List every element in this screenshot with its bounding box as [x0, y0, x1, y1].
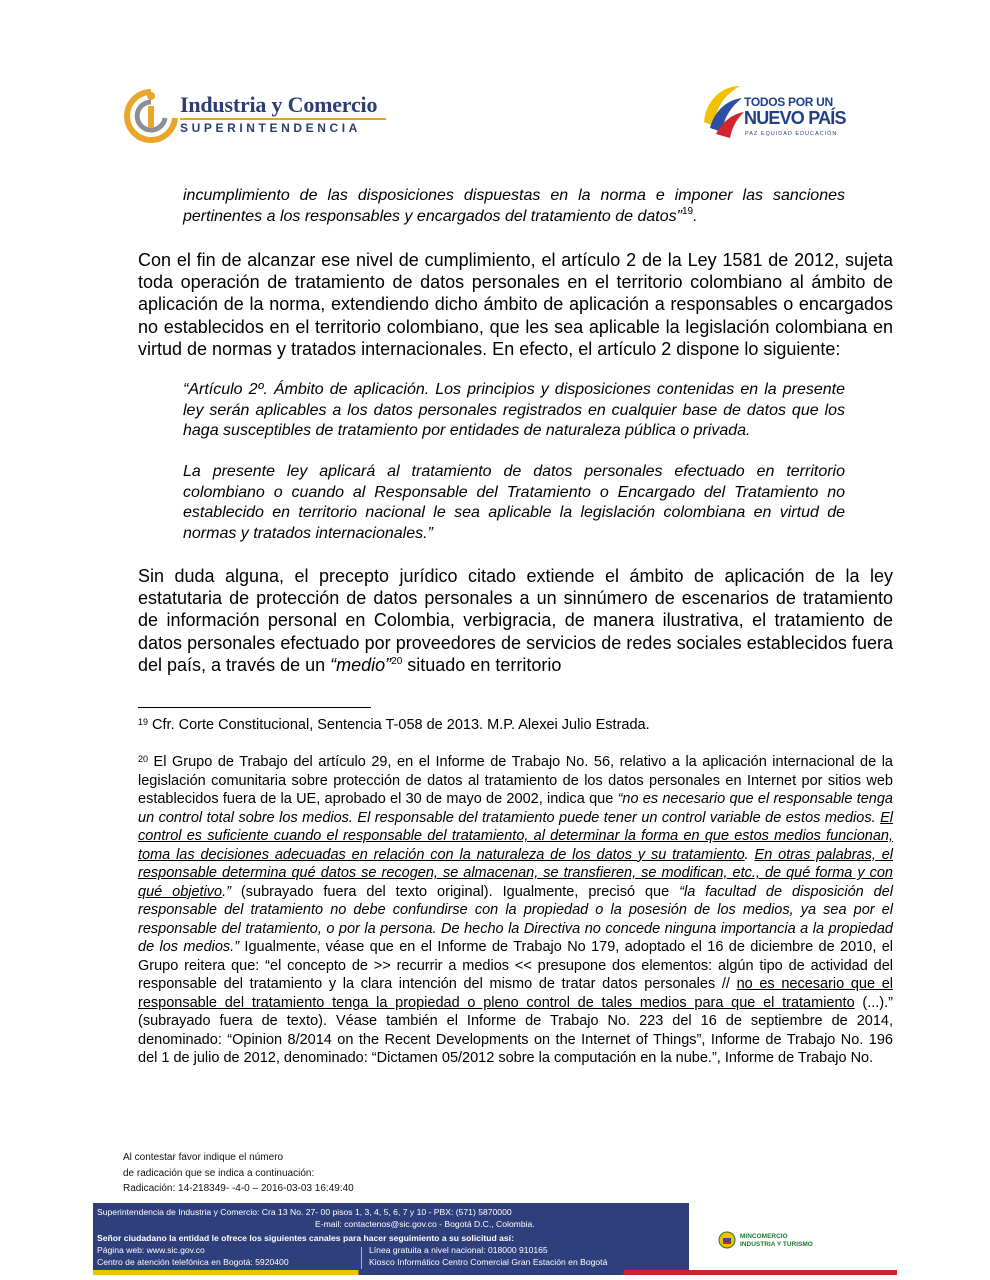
- radicacion-line-2: de radicación que se indica a continuación:: [123, 1167, 315, 1179]
- footer-email[interactable]: E-mail: contactenos@sic.gov.co - Bogotá D.C., Colombia.: [315, 1219, 535, 1229]
- footer-channels-title: Señor ciudadano la entidad le ofrece los siguientes canales para hacer seguimiento a su solicitud así:: [97, 1233, 514, 1243]
- footer-phone: Centro de atención telefónica en Bogotá: 5920400: [97, 1257, 289, 1267]
- paragraph-2: [138, 565, 893, 676]
- quote-article-2-part2: La presente ley aplicará al tratamiento de datos personales efectuado en territorio colombiano o cuando al Responsable del Tratamiento o Encargado del Tratamiento no establecido en territorio nacional le sea aplicable la legislación colombiana en virtud de normas y tratados internacionales.”: [183, 463, 845, 542]
- footnote-20-text-1: El Grupo de Trabajo del artículo 29, en el Informe de Trabajo No. 56, relativo a la aplicación internacional de la legislación comunitaria sobre protección de datos al tratamiento de los datos personales en Internet por sitios web establecidos fuera de la UE, aprobado el 30 de mayo de 2002, indica que: [138, 754, 893, 808]
- sic-logo: [123, 88, 393, 146]
- footnote-20: [138, 753, 893, 1068]
- quote-top-text: incumplimiento de las disposiciones dispuestas en la norma e imponer las sanciones pertinentes a los responsables y encargados del tratamiento de datos”: [183, 187, 845, 225]
- sic-emblem-icon: [123, 88, 179, 146]
- footer-toll-free: Línea gratuita a nivel nacional: 018000 910165: [369, 1245, 548, 1255]
- footnote-20-italic-1: “no es necesario que el responsable tenga un control total sobre los medios. El responsable del tratamiento puede tener un control variable de estos medios.: [138, 791, 893, 826]
- footnote-20-italic-3: .”: [222, 883, 231, 900]
- radicacion-line-1: Al contestar favor indique el número: [123, 1152, 284, 1163]
- quote-article-2-part1: “Artículo 2º. Ámbito de aplicación. Los principios y disposiciones contenidas en la presente ley serán aplicables a los datos personales registrados en cualquier base de datos que los haga susceptibles de tratamiento por entidades de naturaleza pública o privada.: [183, 381, 845, 440]
- radicacion-block: [123, 1150, 354, 1197]
- footer-kiosk: Kiosco Informático Centro Comercial Gran Estación en Bogotá: [369, 1257, 608, 1267]
- footnote-20-underline-2: En otras palabras, el responsable determina qué datos se recogen, se almacenan, se transfieren, se modifican, etc., de qué forma y con qué objetivo: [138, 846, 894, 900]
- footnote-20-text-4: (...).” (subrayado fuera de texto). Véase también el Informe de Trabajo No. 223 del 16 de septiembre de 2014, denominado: “Opinion 8/2014 on the Recent Developments on the Internet of Things”, Informe de Trabajo No. 196 del 1 de julio de 2012, denominado: “Dictamen 05/2012 sobre la computación en la nube.”, Informe de Trabajo No.: [138, 994, 893, 1067]
- footnote-20-italic-2: .: [744, 846, 755, 863]
- paragraph-1: Con el fin de alcanzar ese nivel de cumplimiento, el artículo 2 de la Ley 1581 de 2012, sujeta toda operación de tratamiento de datos personales en el territorio colombiano al ámbito de aplicación de la norma, extendiendo dicho ámbito de aplicación a responsables o encargados no establecidos en el territorio colombiano, que les sea aplicable la legislación colombiana en virtud de normas y tratados internacionales. En efecto, el artículo 2 dispone lo siguiente:: [138, 250, 893, 359]
- gov-logo-tagline: PAZ EQUIDAD EDUCACIÓN: [745, 131, 838, 137]
- paragraph-2-text-b: situado en territorio: [402, 654, 562, 675]
- gov-logo: [700, 82, 850, 144]
- footer-website[interactable]: Página web: www.sic.gov.co: [97, 1245, 205, 1255]
- footnote-20-number: 20: [138, 754, 149, 765]
- footnote-20-text-3: Igualmente, véase que en el Informe de Trabajo No 179, adoptado el 16 de diciembre de 2010, el Grupo reitera que: “el concepto de >> recurrir a medios << presupone dos elementos: algún tipo de actividad del responsable del tratamiento y la clara intención del mismo de tratar datos personales //: [138, 939, 893, 993]
- footer-separator: [361, 1247, 362, 1269]
- radicacion-line-3: Radicación: 14-218349- -4-0 – 2016-03-03 16:49:40: [123, 1183, 354, 1194]
- quote-top: incumplimiento de las disposiciones dispuestas en la norma e imponer las sanciones pertinentes a los responsables y encargados del tratamiento de datos”$^{19}$.: [183, 187, 845, 225]
- footer-address: Superintendencia de Industria y Comercio: Cra 13 No. 27- 00 pisos 1, 3, 4, 5, 6, 7 y 10 - PBX: (571) 5870000: [97, 1207, 512, 1217]
- ministry-name: [740, 1233, 813, 1248]
- footnote-19: [138, 716, 893, 735]
- ministry-name-line-1: MINCOMERCIO: [740, 1233, 788, 1240]
- footnote-20-underline-3: no es necesario que el responsable del tratamiento tenga la propiedad o pleno control de tales medios para que el tratamiento: [138, 976, 893, 1011]
- footnote-20-italic-4: “la facultad de disposición del responsable del tratamiento no debe confundirse con la propiedad o la posesión de los medios, ya sea por el responsable del tratamiento, o por la persona. De hecho la Directiva no concede ninguna importancia a la propiedad de los medios.”: [138, 883, 894, 956]
- paragraph-2-medio: “medio”: [330, 654, 392, 675]
- footnote-20-text-2: (subrayado fuera del texto original). Igualmente, precisó que: [230, 883, 680, 900]
- sic-logo-subtitle: SUPERINTENDENCIA: [180, 121, 361, 135]
- gov-logo-line1: TODOS POR UN: [744, 95, 833, 109]
- footnote-ref-19[interactable]: 19: [681, 205, 694, 217]
- ministry-name-line-2: INDUSTRIA Y TURISMO: [740, 1240, 813, 1248]
- paragraph-2-text-a: Sin duda alguna, el precepto jurídico citado extiende el ámbito de aplicación de la ley estatutaria de protección de datos personales a un sinnúmero de escenarios de tratamiento de información personal en Colombia, verbigracia, de manera ilustrativa, el tratamiento de datos personales efectuado por proveedores de servicios de redes sociales establecidos fuera del país, a través de un: [138, 566, 893, 675]
- colombia-shield-icon: [718, 1231, 736, 1249]
- footnote-20-underline-1: El control es suficiente cuando el responsable del tratamiento, al determinar la forma en que estos medios funcionan, toma las decisiones adecuadas en relación con la naturaleza de los datos y su tratamiento: [138, 809, 893, 863]
- ministry-logo: [718, 1231, 848, 1253]
- footnote-19-number: 19: [138, 717, 149, 728]
- document-body: [138, 186, 893, 1068]
- gov-logo-line2: NUEVO PAÍS: [744, 108, 846, 128]
- sic-logo-name: Industria y Comercio: [180, 92, 378, 117]
- gov-swoosh-icon: [700, 82, 744, 144]
- sic-logo-divider: [180, 118, 386, 120]
- footer-band: [93, 1203, 897, 1275]
- footnote-19-text: Cfr. Corte Constitucional, Sentencia T-058 de 2013. M.P. Alexei Julio Estrada.: [148, 717, 650, 734]
- footer-flag-stripe: [93, 1270, 897, 1275]
- footnote-ref-20[interactable]: 20: [391, 655, 403, 667]
